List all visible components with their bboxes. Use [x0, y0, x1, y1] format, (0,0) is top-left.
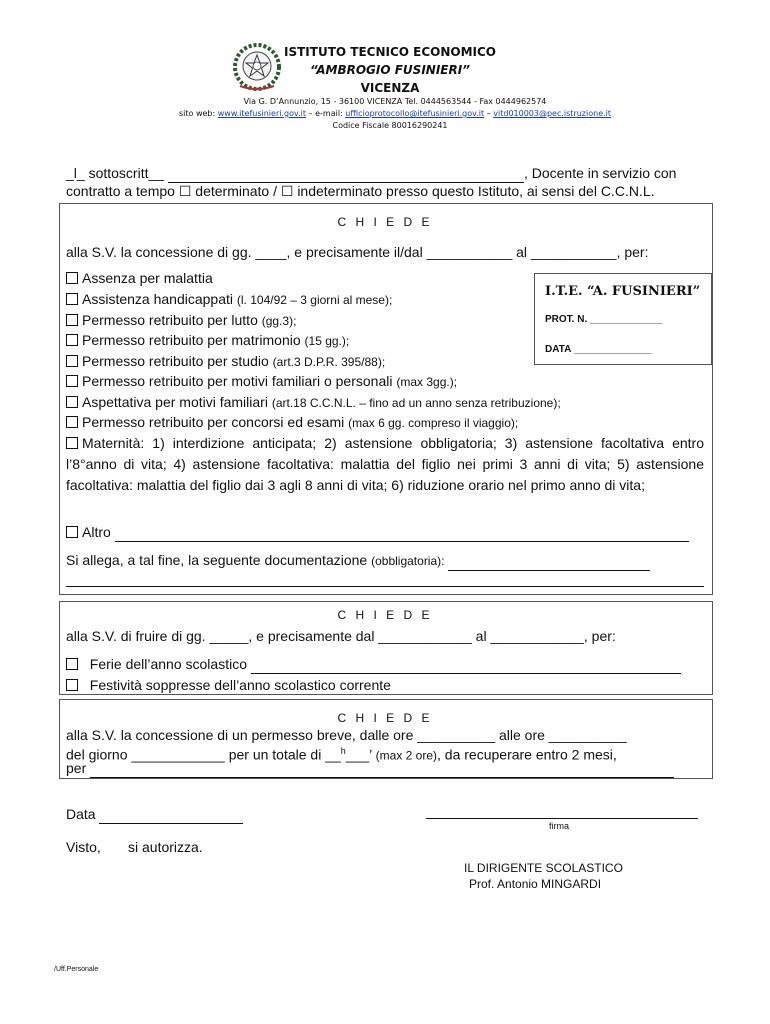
section-1-chiede: C H I E D E	[337, 215, 433, 229]
checkbox-icon[interactable]	[66, 416, 78, 428]
checkbox-icon[interactable]	[66, 334, 78, 346]
checkbox-icon[interactable]	[66, 355, 78, 367]
firma-label: firma	[549, 821, 569, 831]
website-link[interactable]: www.itefusinieri.gov.it	[217, 109, 306, 118]
checkbox-icon[interactable]	[66, 396, 78, 408]
section-3-line-2: del giorno ____________ per un totale di __$^h$___’ (max 2 ore), da recuperare entro 2 mesi,	[66, 746, 617, 763]
documentazione-field-2[interactable]	[66, 574, 704, 587]
dirigente-title: IL DIRIGENTE SCOLASTICO	[464, 861, 623, 875]
data-line: Data	[66, 804, 243, 824]
codice-fiscale: Codice Fiscale 80016290241	[332, 121, 448, 130]
option-festivita[interactable]: Festività soppresse dell’anno scolastico corrente	[66, 675, 391, 695]
checkbox-icon[interactable]	[66, 679, 78, 691]
section-2-request: alla S.V. di fruire di gg. _____, e precisamente dal ____________ al ____________, per:	[66, 628, 616, 644]
checkbox-icon[interactable]	[66, 658, 78, 670]
visto-label: Visto,	[66, 839, 101, 855]
institute-address: Via G. D’Annunzio, 15 - 36100 VICENZA Tel. 0444563544 - Fax 0444962574	[243, 97, 547, 106]
signature-field[interactable]	[426, 806, 698, 819]
option-lutto[interactable]: Permesso retribuito per lutto (gg.3);	[66, 310, 296, 331]
checkbox-icon[interactable]	[66, 314, 78, 326]
protocol-stamp	[534, 273, 712, 365]
section-3-line-1: alla S.V. la concessione di un permesso breve, dalle ore __________ alle ore __________	[66, 727, 627, 743]
option-ferie[interactable]: Ferie dell’anno scolastico	[66, 654, 681, 674]
option-concorsi[interactable]: Permesso retribuito per concorsi ed esami (max 6 gg. compreso il viaggio);	[66, 412, 518, 433]
ferie-field[interactable]	[251, 659, 681, 674]
motivo-field[interactable]	[90, 763, 674, 778]
option-motivi-familiari[interactable]: Permesso retribuito per motivi familiari o personali (max 3gg.);	[66, 371, 457, 392]
checkbox-icon[interactable]	[66, 375, 78, 387]
checkbox-icon[interactable]	[66, 293, 78, 305]
office-code: /Uff.Personale	[54, 966, 99, 973]
checkbox-icon[interactable]	[66, 526, 78, 538]
dirigente-name: Prof. Antonio MINGARDI	[469, 877, 602, 891]
allega-line: Si allega, a tal fine, la seguente documentazione (obbligatoria):	[66, 550, 650, 571]
pec-link[interactable]: vitd010003@pec.istruzione.it	[493, 109, 612, 118]
institute-type: ISTITUTO TECNICO ECONOMICO	[284, 45, 496, 59]
checkbox-icon[interactable]	[66, 272, 78, 284]
option-matrimonio[interactable]: Permesso retribuito per matrimonio (15 gg.);	[66, 330, 349, 351]
checkbox-icon[interactable]	[66, 437, 78, 449]
option-altro[interactable]: Altro	[66, 522, 689, 542]
email-link[interactable]: ufficioprotocollo@itefusinieri.gov.it	[345, 109, 485, 118]
section-3-chiede: C H I E D E	[337, 711, 433, 725]
section-2-chiede: C H I E D E	[337, 608, 433, 622]
intro-line-2: contratto a tempo ☐ determinato / ☐ indeterminato presso questo Istituto, ai sensi del C.C.N.L.	[66, 183, 655, 199]
autorizza-label: si autorizza.	[128, 839, 203, 855]
option-studio[interactable]: Permesso retribuito per studio (art.3 D.P.R. 395/88);	[66, 351, 385, 372]
stamp-title: I.T.E. “A. FUSINIERI”	[545, 284, 701, 299]
institute-name: “AMBROGIO FUSINIERI”	[310, 63, 470, 77]
institute-city: VICENZA	[360, 81, 420, 95]
altro-field[interactable]	[115, 527, 689, 542]
option-handicappati[interactable]: Assistenza handicappati (l. 104/92 – 3 giorni al mese);	[66, 289, 392, 310]
documentazione-field[interactable]	[448, 556, 650, 571]
stamp-data: DATA ______________	[545, 344, 652, 355]
section-1-request: alla S.V. la concessione di gg. ____, e precisamente il/dal ___________ al ___________, per:	[66, 244, 649, 260]
stamp-prot: PROT. N. _____________	[545, 314, 663, 325]
option-aspettativa[interactable]: Aspettativa per motivi familiari (art.18 C.C.N.L. – fino ad un anno senza retribuzione);	[66, 392, 561, 413]
date-field[interactable]	[99, 809, 243, 824]
contact-line: sito web: www.itefusinieri.gov.it – e-mail: ufficioprotocollo@itefusinieri.gov.it – vitd010003@pec.istruzione.it	[178, 109, 612, 118]
intro-line-1: _l_ sottoscritt__ , Docente in servizio con	[66, 165, 677, 181]
option-malattia[interactable]: Assenza per malattia	[66, 268, 213, 288]
section-3-line-3: per	[66, 758, 674, 778]
option-maternita[interactable]: Maternità: 1) interdizione anticipata; 2) astensione obbligatoria; 3) astensione facoltativa entro l’8°anno di vita; 4) astensione facoltativa: malattia del figlio nei primi 3 anni di vita; 5) astensione facoltativa: malattia del figlio dai 3 agli 8 anni di vita; 6) riduzione orario nel primo anno di vita;	[66, 435, 704, 493]
